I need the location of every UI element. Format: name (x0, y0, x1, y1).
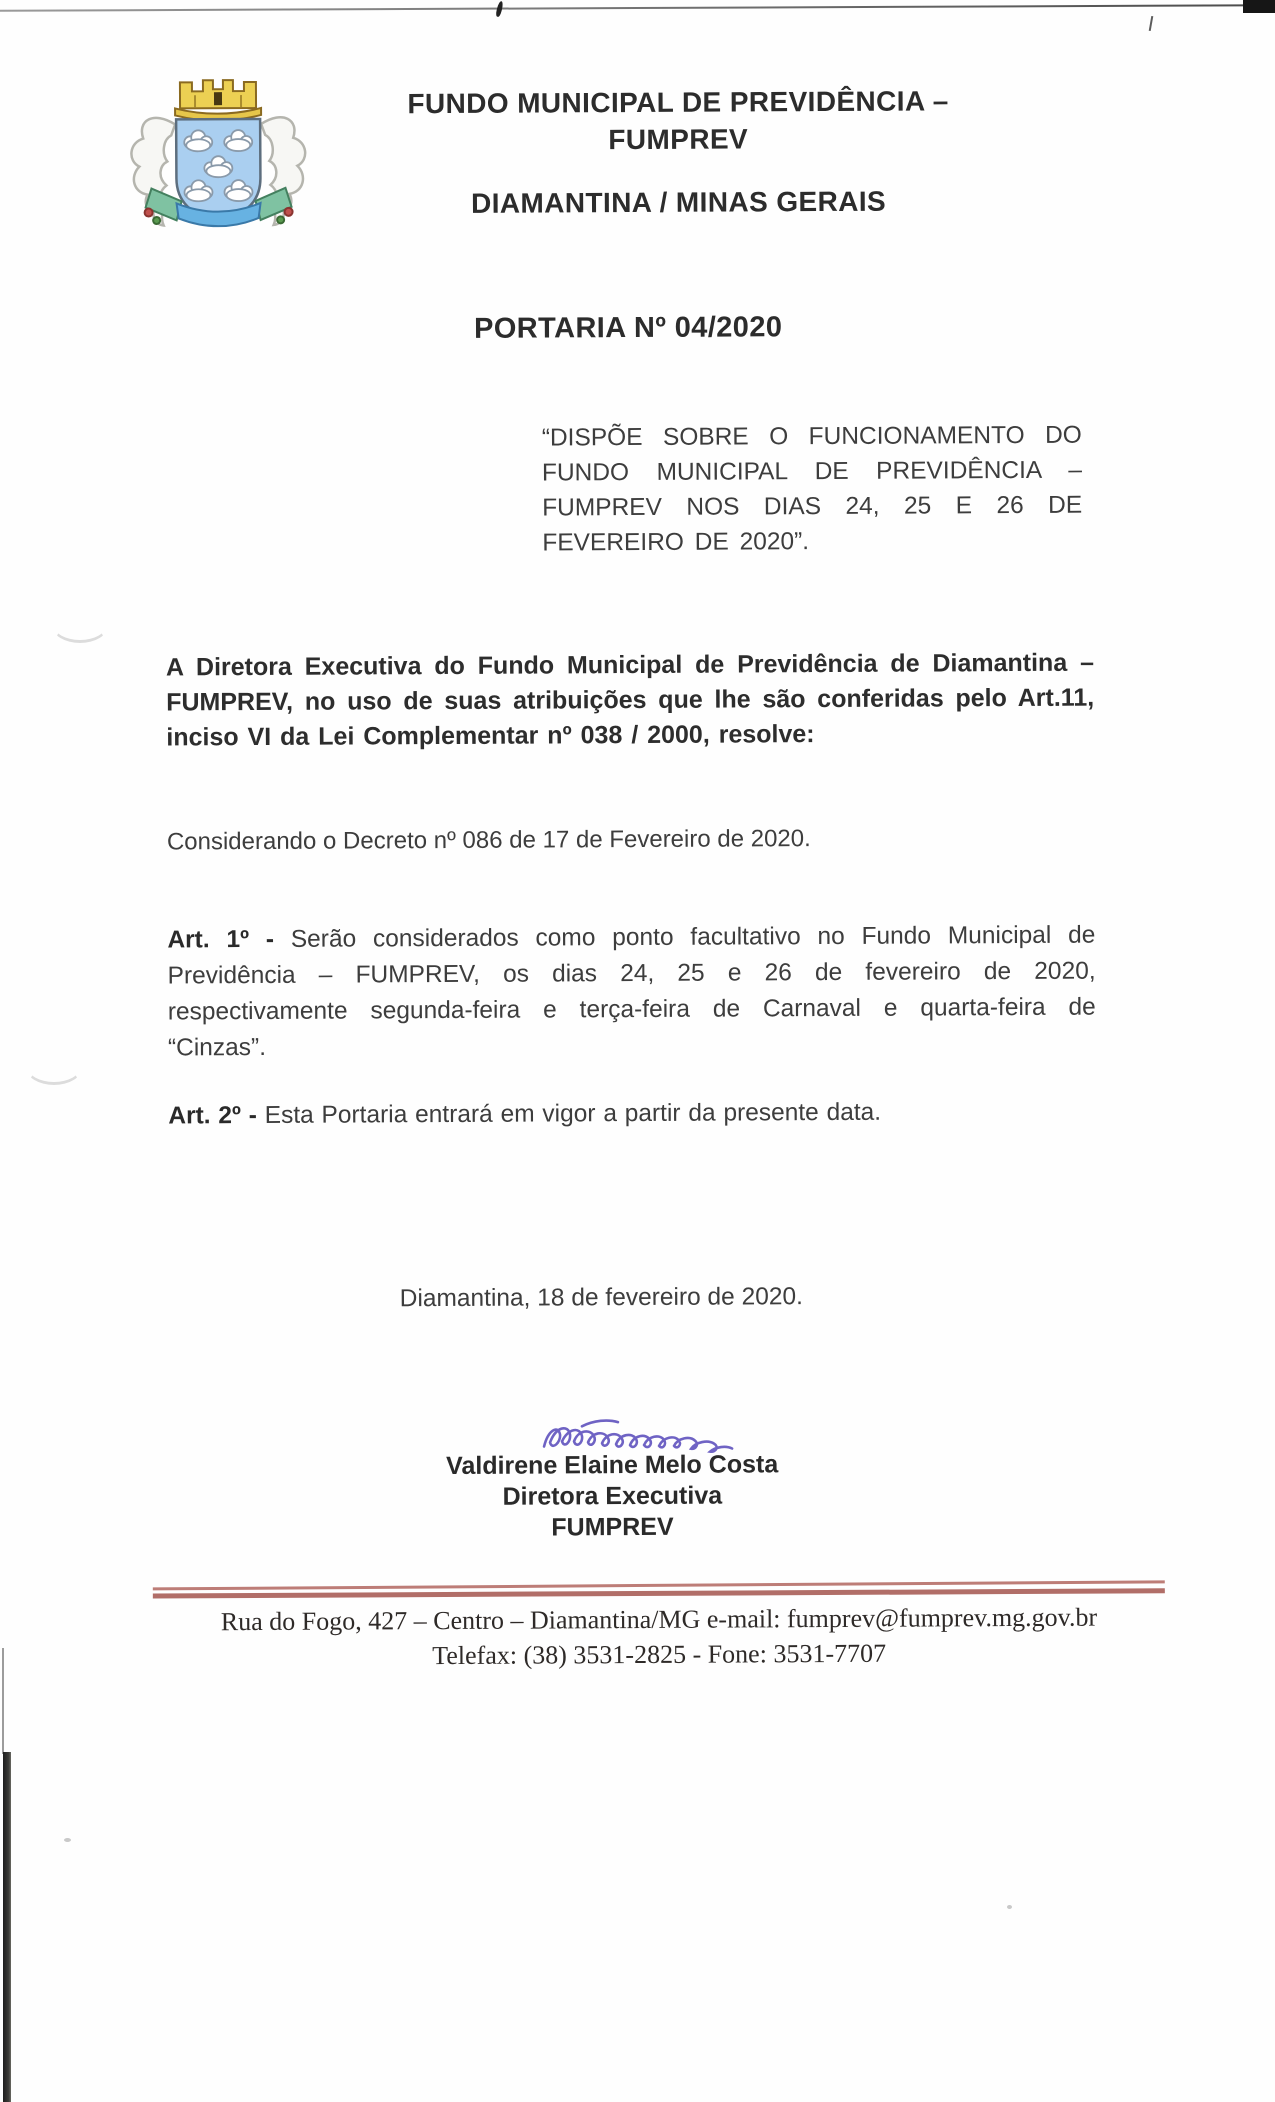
document-title: PORTARIA Nº 04/2020 (473, 311, 783, 345)
signatory-role: Diretora Executiva (502, 1481, 723, 1511)
signatory-name: Valdirene Elaine Melo Costa (446, 1450, 779, 1481)
footer-phone: Telefax: (38) 3531-2825 - Fone: 3531-7707 (432, 1638, 887, 1671)
article-1 (167, 918, 1096, 1067)
footer (133, 1599, 1185, 1675)
org-location: DIAMANTINA / MINAS GERAIS (470, 185, 887, 219)
article-2-text: Esta Portaria entrará em vigor a partir da presente data. (256, 1098, 882, 1129)
signatory-org: FUMPREV (551, 1512, 674, 1542)
signature-block (350, 1449, 874, 1545)
footer-rule-thick (153, 1588, 1165, 1598)
dateline: Diamantina, 18 de fevereiro de 2020. (399, 1283, 803, 1313)
footer-rule (153, 1581, 1165, 1598)
article-2 (168, 1094, 1096, 1135)
org-name-line2: FUMPREV (608, 123, 749, 156)
coat-of-arms-icon (123, 62, 314, 243)
summary-quote: “DISPÕE SOBRE O FUNCIONAMENTO DO FUNDO MUNICIPAL DE PREVIDÊNCIA – FUMPREV NOS DIAS 24, 25 E 26 DE FEVEREIRO DE 2020”. (541, 421, 1083, 557)
footer-address: Rua do Fogo, 427 – Centro – Diamantina/MG e-mail: fumprev@fumprev.mg.gov.br (220, 1602, 1098, 1637)
org-header (367, 82, 990, 222)
article-1-text: Serão considerados como ponto facultativo no Fundo Municipal de Previdência – FUMPREV, os dias 24, 25 e 26 de fevereiro de 2020, respectivamente segunda-feira e terça-feira de Carnaval e quarta-feira de “Cinzas”. (167, 921, 1096, 1062)
considering-paragraph: Considerando o Decreto nº 086 de 17 de Fevereiro de 2020. (166, 825, 811, 856)
article-2-label: Art. 2º - (168, 1101, 257, 1130)
preamble-paragraph: A Diretora Executiva do Fundo Municipal de Previdência de Diamantina – FUMPREV, no uso de suas atribuições que lhe são conferidas pelo Art.11, inciso VI da Lei Complementar nº 038 / 2000, resolve: (165, 648, 1095, 752)
article-1-label: Art. 1º - (167, 925, 275, 954)
org-name-line1: FUNDO MUNICIPAL DE PREVIDÊNCIA – (407, 85, 949, 120)
